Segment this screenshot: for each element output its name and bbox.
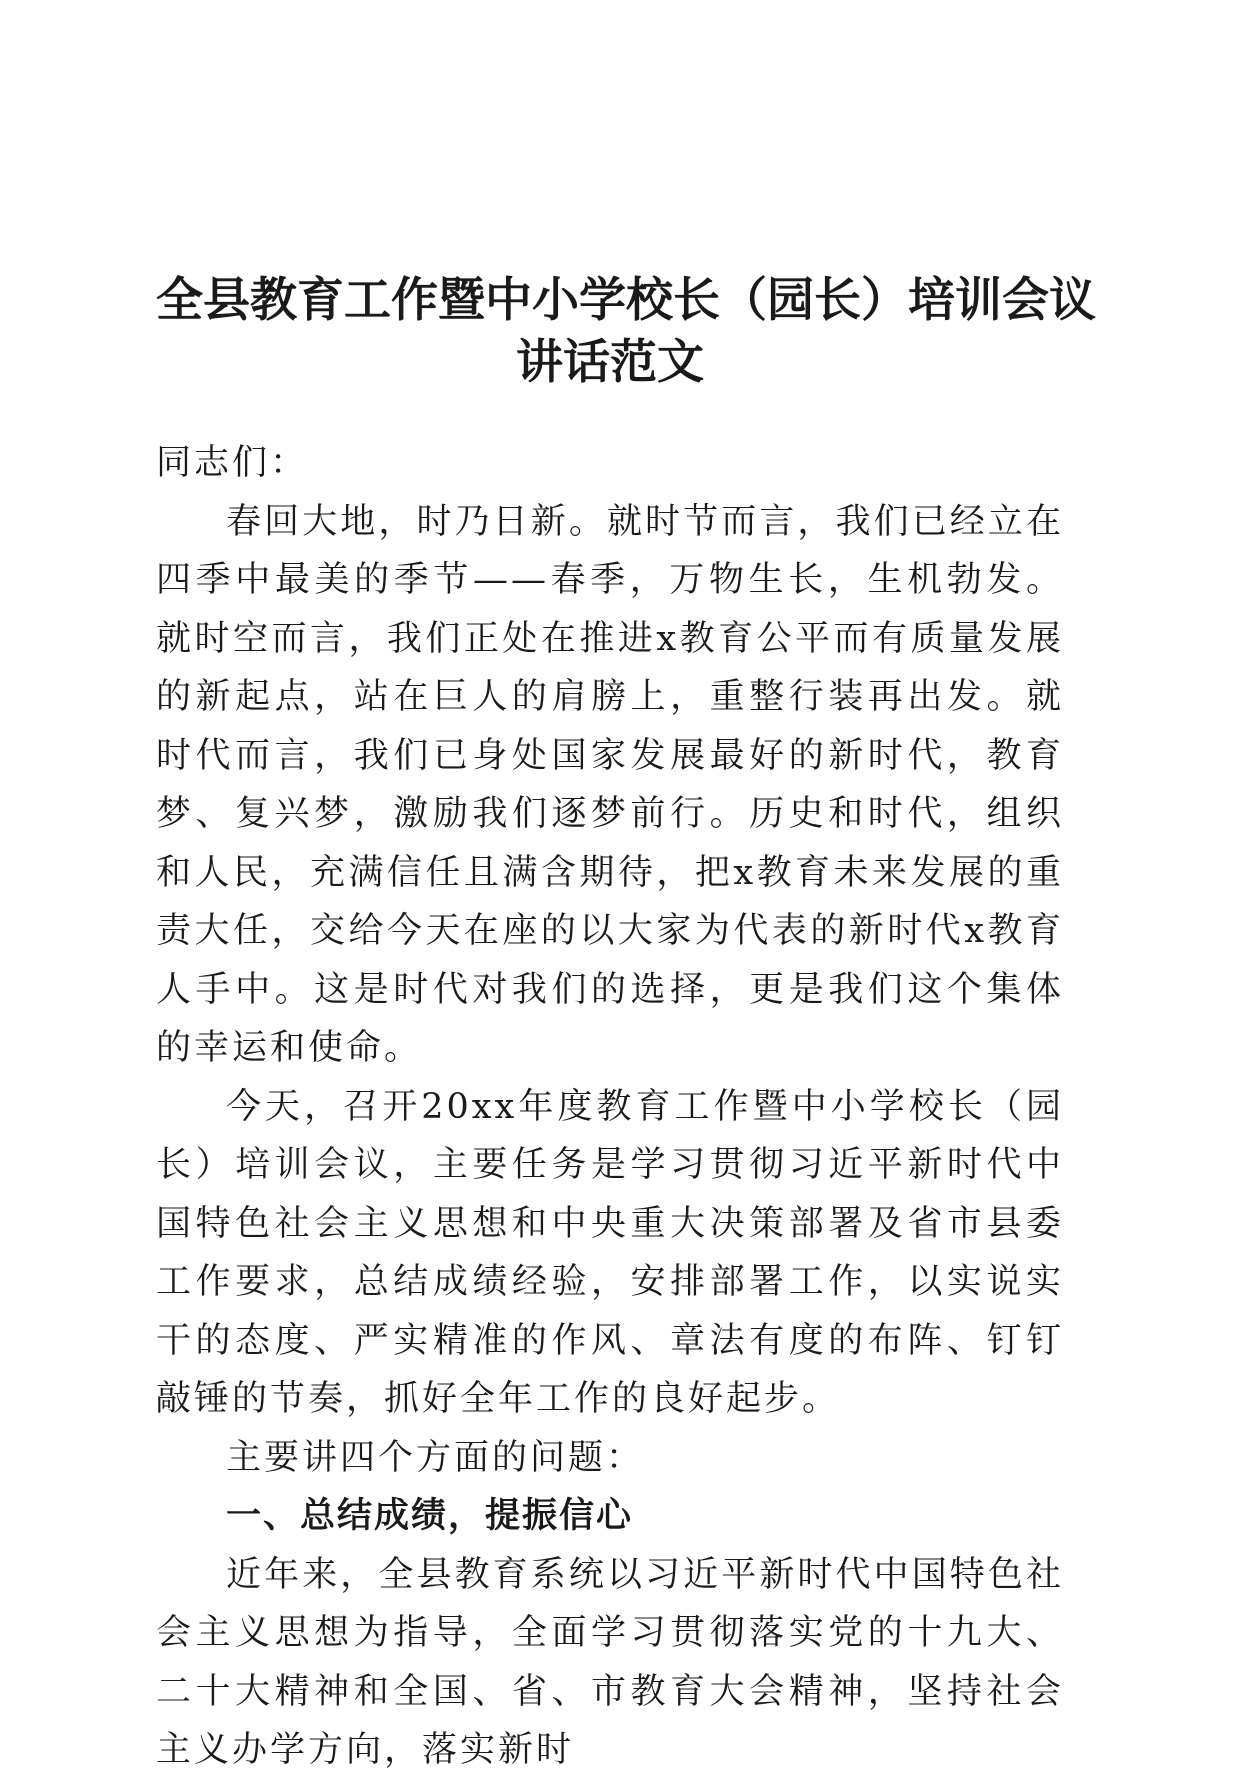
paragraph-opening: 春回大地，时乃日新。就时节而言，我们已经立在四季中最美的季节——春季，万物生长，生机勃发。就时空而言，我们正处在推进x教育公平而有质量发展的新起点，站在巨人的肩膀上，重整行装再出发。就时代而言，我们已身处国家发展最好的新时代，教育梦、复兴梦，激励我们逐梦前行。历史和时代，组织和人民，充满信任且满含期待，把x教育未来发展的重责大任，交给今天在座的以大家为代表的新时代x教育人手中。这是时代对我们的选择，更是我们这个集体的幸运和使命。 xyxy=(156,501,1064,1068)
document-page xyxy=(156,270,1096,1780)
paragraph-section-1: 近年来，全县教育系统以习近平新时代中国特色社会主义思想为指导，全面学习贯彻落实党的十九大、二十大精神和全国、省、市教育大会精神，坚持社会主义办学方向，落实新时 xyxy=(156,1554,1064,1770)
section-heading-1: 一、总结成绩，提振信心 xyxy=(226,1496,634,1536)
paragraph-outline: 主要讲四个方面的问题： xyxy=(226,1437,645,1478)
title-line-1: 全县教育工作暨中小学校长（园长）培训会议 xyxy=(156,273,1096,328)
title-line-2: 讲话范文 xyxy=(516,335,704,390)
paragraph-meeting-purpose: 今天，召开20xx年度教育工作暨中小学校长（园长）培训会议，主要任务是学习贯彻习近平新时代中国特色社会主义思想和中央重大决策部署及省市县委工作要求，总结成绩经验，安排部署工作，以实说实干的态度、严实精准的作风、章法有度的布阵、钉钉敲锤的节奏，抓好全年工作的良好起步。 xyxy=(156,1086,1064,1419)
salutation: 同志们： xyxy=(156,443,309,483)
document-title xyxy=(156,270,1096,394)
document-body xyxy=(156,434,1064,1780)
